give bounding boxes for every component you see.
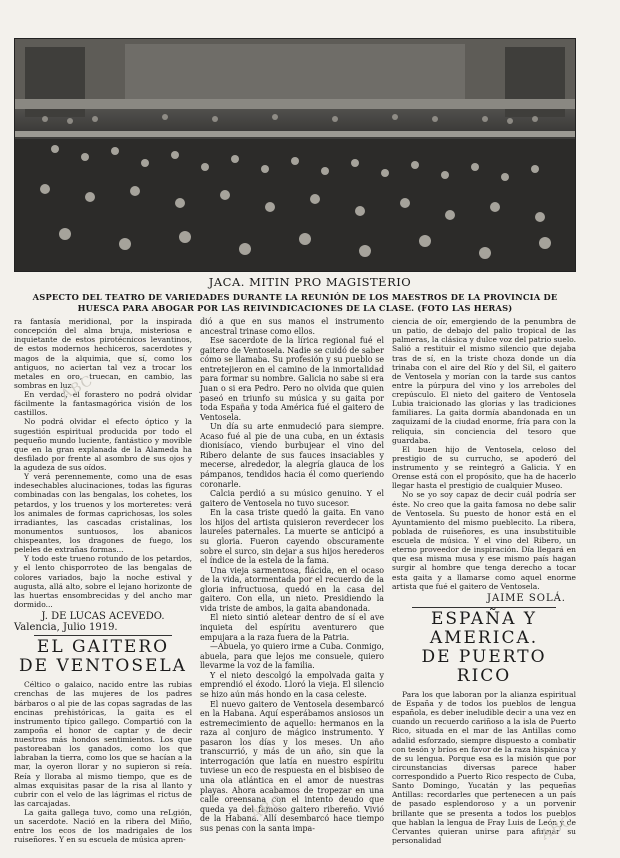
paragraph: En verdad, el forastero no podrá olvidar fácilmente la fantasmagórica visión de los castillos. xyxy=(14,390,192,418)
paragraph: ra fantasía meridional, por la inspirada concepción del alma bruja, misteriosa e inquietante de estos pirotécnicos levantinos, de estos modernos hechiceros, sacerdotes y magos de la alquimia, que sí, como los antiguos, no aciertan tal vez a trocar los metales en oro, truecan, en cambio, las sombras en luz. xyxy=(14,317,192,390)
paragraph: Céltico o galaico, nacido entre las rubias crenchas de las mujeres de los padres bárbaros o al pie de las copas sagradas de las encinas prehistóricas, la gaita es el instrumento típico gallego. Compartió con la zampoña el honor de captar y de decir nuestros más hondos sentimientos. Los que pastoreaban los ganados, como los que labraban la tierra, como los que se hacían a la mar, la oyeron llorar y no supieron si reía. Reía y lloraba al mismo tiempo, que es de almas exquisitas pasar de la risa al llanto y cubrir con el velo de las lágrimas el rictus de las carcajadas. xyxy=(14,680,192,808)
paragraph: Para los que laboran por la alianza espiritual de España y de todos los pueblos de lengua española, es deber ineludible decir a una vez en cuando un recuerdo cariñoso a la isla de Puerto Rico, situada en el mar de las Antillas como adalid esforzado, siempre dispuesto a combatir con tesón y bríos en favor de la raza hispánica y de su lengua. Porque esa es la misión que por circunstancias diversas parece haber correspondido a Puerto Rico respecto de Cuba, Santo Domingo, Yucatán y las pequeñas Antillas: recordarles que pertenecen a un país de pasado esplendoroso y a un porvenir brillante que se presenta a todos los pueblos que hablan la lengua de Fray Luis de León y de Cervantes quieran unirse para afirmar su personalidad xyxy=(392,689,576,845)
author-signature: JAIME SOLÁ. xyxy=(487,592,566,604)
watermark: ABC xyxy=(248,792,287,824)
column-3 xyxy=(392,317,576,845)
paragraph: dió a que en sus manos el instrumento ancestral trinase como ellos. xyxy=(200,317,384,336)
paragraph: Un día su arte enmudeció para siempre. Acaso fué al pie de una cuba, en un éxtasis dionisíaco, viendo burbujear el vino del Ribero delante de sus fauces insaciables y mecerse, alrededor, la alegría glauca de los pámpanos, tendidos hacia él como queriendo coronarle. xyxy=(200,422,384,489)
photo-title: JACA. MITIN PRO MAGISTERIO xyxy=(208,275,412,289)
headline-line: ESPAÑA Y AMERICA. xyxy=(429,608,539,648)
paragraph: El nuevo gaitero de Ventosela desembarcó en la Habana. Aquí esperábamos ansiosos un estremecimiento de aquello: hermanos en la raza al conjuro de mágico instrumento. Y pasaron los días y los meses. Un año transcurrió, y más de un año, sin que la interrogación que latía en nuestro espíritu tuviese un eco de respuesta en el bisbiseo de una ola atlántica en el amor de nuestras playas. Ahora acabamos de tropezar en una calle oreensana con el intento deudo que queda ya del famoso gaitero ribereño. Vivió de la Habana. Allí desembarcó hace tiempo sus penas con la santa impa- xyxy=(200,699,384,833)
dateline: Valencia, Julio 1919. xyxy=(14,622,118,634)
paragraph: Y el nieto descolgó la empolvada gaita y emprendió el éxodo. Lloró la vieja. El silencio se hizo aún más hondo en la casa celeste. xyxy=(200,670,384,699)
headline-line: EL GAITERO xyxy=(36,637,170,658)
paragraph: Una vieja sarmentosa, flácida, en el ocaso de la vida, atormentada por el recuerdo de la gloria infructuosa, quedó en la casa del gaitero. Con ella, un nieto. Presidiendo la vida triste de ambos, la gaita abandonada. xyxy=(200,565,384,613)
paragraph: En la casa triste quedó la gaita. En vano los hijos del artista quisieron reverdecer los laureles paternales. La muerte se anticipó a su gloria. Fueron cayendo obscuramente sobre el surco, sin dejar a sus hijos herederos el índice de la estela de la fama. xyxy=(200,508,384,566)
author-signature: J. DE LUCAS ACEVEDO. xyxy=(41,611,165,622)
headline-line: DE VENTOSELA xyxy=(19,656,187,677)
paragraph: Y verá perennemente, como una de esas indesechables alucinaciones, todas las figuras combinadas con las bengalas, los cohetes, los petardos, y los truenos y los morteretes: verá los animales de formas caprichosas, los soles irradiantes, las cascadas cristalinas, los monumentos suntuosos, los abanicos chispeantes, los dragones de fuego, los peleles de extrañas formas... xyxy=(14,472,192,555)
paragraph: El nieto sintió aletear dentro de sí el ave inquieta del espíritu aventurero que empujara a la raza fuera de la Patria. xyxy=(200,613,384,642)
watermark: ABC xyxy=(538,812,577,844)
paragraph: Ese sacerdote de la lírica regional fué el gaitero de Ventosela. Nadie se cuidó de saber cómo se llamaba. Su profesión y su pueblo se entretejieron en el camino de la inmortalidad para formar su nombre. Galicia no sabe si era Juan o si era Pedro. Pero no olvida que quien paseó en triunfo su música y su gaita por toda España y toda América fué el gaitero de Ventosela. xyxy=(200,336,384,422)
paragraph: No se yo soy capaz de decir cuál podría ser éste. No creo que la gaita famosa no debe salir de Ventosela. Su puesto de honor está en el Ayuntamiento del mismo pueblecito. La ribera, poblada de ruiseñores, es una insubstituible escuela de música. Y el vino del Ribero, un eterno proveedor de inspiración. Día llegará en que esa misma musa y ese mismo país hagan surgir al hombre que tenga derecho a tocar esta gaita y a llamarse como aquel enorme artista que fué el gaitero de Ventosela. xyxy=(392,490,576,591)
paragraph: Y todo este trueno rotundo de los petardos, y el lento chisporroteo de las bengalas de colores variados, bajo la noche estival y augusta, allá alto, sobre el lejano horizonte de las huertas ensombrecidas y del ancho mar dormido... xyxy=(14,554,192,609)
divider xyxy=(412,607,556,608)
paragraph: ciencia de oír, emergiendo de la penumbra de un patio, de debajo del palio tropical de las palmeras, la clásica y dulce voz del patrio suelo. Salió a restituir el mismo silencio que dejaba tras de sí, en la triste choza donde un día trinaba con el aire del Río y del Sil, el gaitero de Ventosela y morían con la tarde sus cantos entre la púrpura del vino y los arreboles del crepúsculo. El nieto del gaitero de Ventosela Lubia traicionado las glorias y las tradiciones familiares. La gaita dormía abandonada en un zaquizamí de la ciudad enorme, fría para con la reliquia, sin conciencia del tesoro que guardaba. xyxy=(392,317,576,445)
audience-illustration xyxy=(15,39,575,271)
paragraph: La gaita gallega tuvo, como una reLgión, un sacerdote. Nació en la ribera del Miño, entre los ecos de los madrigales de los ruiseñores. Y en su escuela de música apren- xyxy=(14,808,192,845)
article-headline xyxy=(14,638,192,676)
paragraph: Calcia perdió a su músico genuino. Y el gaitero de Ventosela no tuvo sucesor. xyxy=(200,489,384,508)
photo-caption: ASPECTO DEL TEATRO DE VARIEDADES DURANTE LA REUNIÓN DE LOS MAESTROS DE LA PROVINCIA DE HUESCA PARA ABOGAR POR LAS REIVINDICACIONES DE LA CLASE. (FOTO LAS HERAS) xyxy=(32,292,558,313)
watermark: ABC xyxy=(58,372,97,404)
headline-line: DE PUERTO RICO xyxy=(421,646,547,686)
article-headline xyxy=(392,610,576,686)
divider xyxy=(34,635,172,636)
paragraph: No podrá olvidar el efecto óptico y la sugestión espiritual producida por todo el pequeño mundo luciente, fantástico y movible que en la gran explanada de la Alameda ha desfilado por frente al asombro de sus ojos y la agudeza de sus oídos. xyxy=(14,417,192,472)
paragraph: —Abuela, yo quiero irme a Cuba. Conmigo, abuela, para que lejos me consuele, quiero llevarme la voz de la familia. xyxy=(200,642,384,671)
theater-photo xyxy=(14,38,576,272)
column-1 xyxy=(14,317,192,845)
column-2 xyxy=(200,317,384,833)
paragraph: El buen hijo de Ventosela, celoso del prestigio de su currucho, se apoderó del instrumento y se reintegró a Galicia. Y en Orense está con el propósito, que ha de hacerlo llegar hasta el prestigio de cualquier Museo. xyxy=(392,444,576,491)
